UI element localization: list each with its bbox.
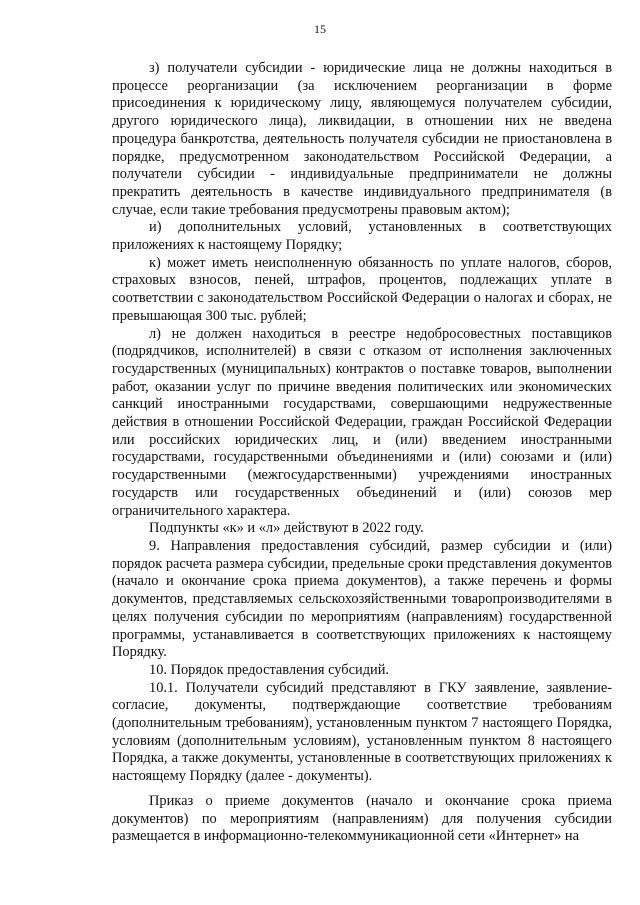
paragraph-item-z: з) получатели субсидии - юридические лица не должны находиться в процессе реорганизации (за исключением реорганизации в форме присоединения к юридическому лицу, являющемуся получателем субсидии, другого юридического лица), ликвидации, в отношении них не введена процедура банкротства, деятельность получателя субсидии не приостановлена в порядке, предусмотренном законодательством Российской Федерации, а получатели субсидии - индивидуальные предприниматели не должны прекратить деятельность в качестве индивидуального предпринимателя (в случае, если такие требования предусмотрены правовым актом);: [112, 60, 612, 218]
paragraph-item-l: л) не должен находиться в реестре недобросовестных поставщиков (подрядчиков, исполнителей) в связи с отказом от исполнения заключенных государственных (муниципальных) контрактов о поставке товаров, выполнении работ, оказании услуг по причине введения политических или экономических санкций иностранными государствами, совершающими недружественные действия в отношении Российской Федерации, граждан Российской Федерации или российских юридических лиц, и (или) введением иностранными государствами, государственными объединениями и (или) союзами и (или) государственными (межгосударственными) учреждениями иностранных государств или государственных объединений и (или) союзов мер ограничительного характера.: [112, 325, 612, 519]
paragraph-item-i: и) дополнительных условий, установленных в соответствующих приложениях к настоящему Порядку;: [112, 219, 612, 254]
paragraph-section-10-1: 10.1. Получатели субсидий представляют в ГКУ заявление, заявление-согласие, документы, подтверждающие соответствие требованиям (дополнительным требованиям), установленным пунктом 7 настоящего Порядка, условиям (дополнительным условиям), установленным пунктом 8 настоящего Порядка, а также документы, установленные в соответствующих приложениях к настоящему Порядку (далее - документы).: [112, 679, 612, 785]
paragraph-order-notice: Приказ о приеме документов (начало и окончание срока приема документов) по мероприятиям (направлениям) для получения субсидии размещается в информационно-телекоммуникационной сети «Интернет» на: [112, 792, 612, 845]
page-number: 15: [314, 22, 326, 36]
paragraph-validity-note: Подпункты «к» и «л» действуют в 2022 году.: [149, 520, 424, 537]
paragraph-item-k: к) может иметь неисполненную обязанность по уплате налогов, сборов, страховых взносов, пеней, штрафов, процентов, подлежащих уплате в соответствии с законодательством Российской Федерации о налогах и сборах, не превышающая 300 тыс. рублей;: [112, 254, 612, 324]
paragraph-section-9: 9. Направления предоставления субсидий, размер субсидии и (или) порядок расчета размера субсидии, предельные сроки представления документов (начало и окончание срока приема документов), а также перечень и формы документов, представляемых сельскохозяйственными товаропроизводителями в целях получения субсидии по мероприятиям (направлениям) государственной программы, устанавливается в соответствующих приложениях к настоящему Порядку.: [112, 537, 612, 661]
document-body: [112, 60, 612, 846]
paragraph-section-10-heading: 10. Порядок предоставления субсидий.: [149, 661, 390, 678]
